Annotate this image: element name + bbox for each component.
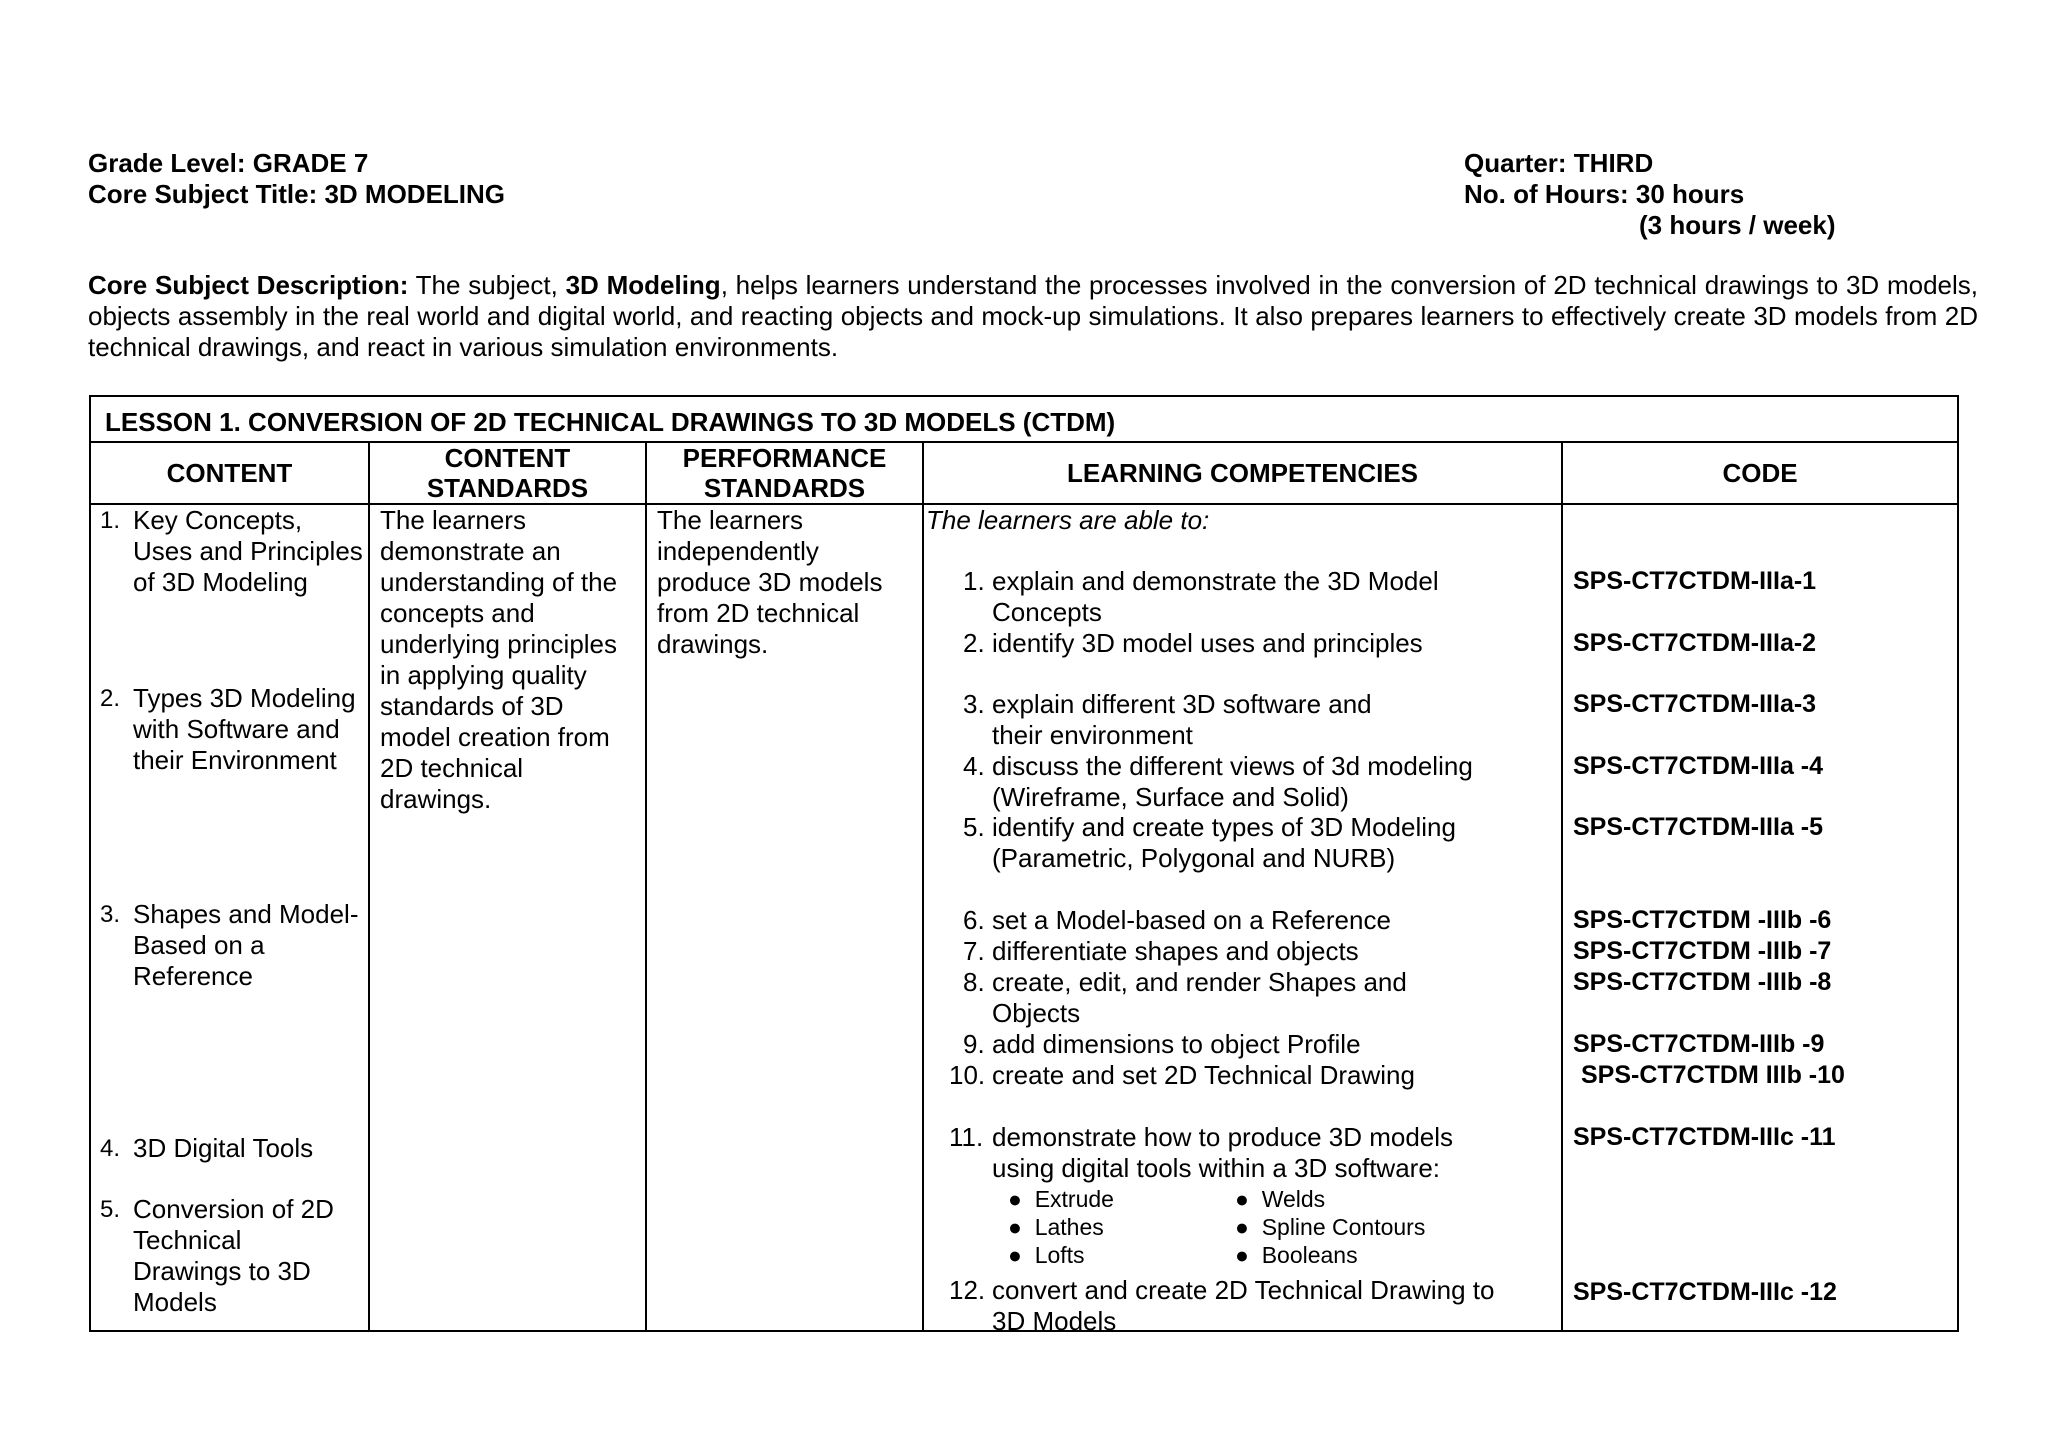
bullet-label: Spline Contours	[1261, 1214, 1426, 1240]
description-bold: 3D Modeling	[565, 270, 721, 300]
competency-text: explain different 3D software and	[992, 689, 1372, 719]
content-num-3: 3.	[100, 901, 121, 928]
competency-text: explain and demonstrate the 3D Model	[992, 566, 1439, 596]
bullet-dot-icon: ●	[1235, 1242, 1249, 1268]
competency-code: SPS-CT7CTDM-IIIa-2	[1573, 629, 1817, 657]
bullet-welds	[1235, 1185, 1325, 1213]
header-content-standards: CONTENT STANDARDS	[426, 443, 589, 503]
header-content: CONTENT	[166, 458, 293, 488]
header-code: CODE	[1722, 458, 1798, 488]
description-part2: , helps learners understand the processes involved in the conversion of 2D technical drawings to 3D models, objects assembly in the real world and digital world, and reacting objects and mock-up simulations. It also prepares learners to effectively create 3D models from 2D technical drawings, and react in various simulation environments.	[88, 270, 1978, 362]
competency-code: SPS-CT7CTDM -IIIb -8	[1573, 968, 1832, 996]
content-item-2: Types 3D Modeling with Software and their Environment	[133, 683, 356, 775]
bullet-label: Lofts	[1034, 1242, 1085, 1268]
bullet-label: Lathes	[1034, 1214, 1104, 1240]
bullet-label: Booleans	[1261, 1242, 1358, 1268]
hours: No. of Hours: 30 hours	[1464, 179, 1745, 209]
competency-text: convert and create 2D Technical Drawing to	[992, 1275, 1495, 1305]
competency-text-continued: Objects	[992, 998, 1081, 1028]
competency-code: SPS-CT7CTDM-IIIc -12	[1573, 1278, 1837, 1306]
content-num-4: 4.	[100, 1135, 121, 1162]
lesson-table	[89, 395, 1959, 1336]
bullet-dot-icon: ●	[1008, 1186, 1022, 1212]
bullet-extrude	[1008, 1185, 1114, 1213]
content-item-5: Conversion of 2D Technical Drawings to 3D Models	[133, 1194, 334, 1317]
competency-text: discuss the different views of 3d modeling	[992, 751, 1473, 781]
competency-text: create, edit, and render Shapes and	[992, 967, 1407, 997]
content-num-5: 5.	[100, 1196, 121, 1223]
competency-text: demonstrate how to produce 3D models	[992, 1122, 1454, 1152]
competency-text-continued: (Parametric, Polygonal and NURB)	[992, 843, 1396, 873]
col-divider-3	[922, 441, 924, 1330]
competency-code: SPS-CT7CTDM-IIIb -9	[1573, 1030, 1825, 1058]
competency-num: 8.	[963, 967, 985, 997]
lesson-title: LESSON 1. CONVERSION OF 2D TECHNICAL DRAWINGS TO 3D MODELS (CTDM)	[105, 407, 1116, 437]
competency-num: 12.	[949, 1275, 986, 1305]
grade-level: Grade Level: GRADE 7	[88, 148, 369, 178]
competency-text: create and set 2D Technical Drawing	[992, 1060, 1415, 1090]
competency-num: 10.	[949, 1060, 986, 1090]
competency-text-continued: Concepts	[992, 597, 1102, 627]
quarter	[1464, 148, 1653, 179]
competency-code: SPS-CT7CTDM-IIIc -11	[1573, 1123, 1836, 1151]
competency-text-continued: using digital tools within a 3D software:	[992, 1153, 1441, 1183]
col-divider-1	[368, 441, 370, 1330]
competency-num: 2.	[963, 628, 985, 658]
competency-text: add dimensions to object Profile	[992, 1029, 1361, 1059]
quarter-value: : THIRD	[1557, 148, 1654, 178]
competency-text-continued: their environment	[992, 720, 1193, 750]
competency-num: 3.	[963, 689, 985, 719]
competency-code: SPS-CT7CTDM-IIIa-3	[1573, 690, 1817, 718]
competency-text-continued: 3D Models	[992, 1306, 1117, 1336]
competency-code: SPS-CT7CTDM-IIIa -4	[1573, 752, 1824, 780]
col-divider-2	[645, 441, 647, 1330]
performance-standard-text: The learners independently produce 3D models from 2D technical drawings.	[657, 505, 883, 659]
bullet-booleans	[1235, 1241, 1358, 1269]
competency-num: 11.	[949, 1122, 984, 1152]
description-label: Core Subject Description:	[88, 270, 409, 300]
competency-code: SPS-CT7CTDM-IIIa-1	[1573, 567, 1817, 595]
content-standard-text: The learners demonstrate an understanding of the concepts and underlying principles in applying quality standards of 3D model creation from 2D technical drawings.	[380, 505, 618, 814]
competency-num: 7.	[963, 936, 985, 966]
competency-text-continued: (Wireframe, Surface and Solid)	[992, 782, 1349, 812]
competencies-intro: The learners are able to:	[926, 505, 1210, 535]
content-num-2: 2.	[100, 685, 121, 712]
bullet-spline-contours	[1235, 1213, 1425, 1241]
content-num-1: 1.	[100, 507, 121, 534]
competency-num: 1.	[963, 566, 985, 596]
competency-text: set a Model-based on a Reference	[992, 905, 1391, 935]
bullet-dot-icon: ●	[1235, 1186, 1249, 1212]
header-learning-competencies: LEARNING COMPETENCIES	[1066, 458, 1419, 488]
competency-text: identify and create types of 3D Modeling	[992, 812, 1456, 842]
bullet-lathes	[1008, 1213, 1104, 1241]
competency-code: SPS-CT7CTDM -IIIb -7	[1573, 937, 1832, 965]
quarter-label: Quarter	[1464, 148, 1558, 178]
competency-text: identify 3D model uses and principles	[992, 628, 1423, 658]
header-performance-standards: PERFORMANCE STANDARDS	[682, 443, 887, 503]
bullet-label: Extrude	[1034, 1186, 1114, 1212]
bullet-lofts	[1008, 1241, 1085, 1269]
competency-text: differentiate shapes and objects	[992, 936, 1359, 966]
competency-num: 5.	[963, 812, 985, 842]
col-divider-4	[1561, 441, 1563, 1330]
bullet-label: Welds	[1261, 1186, 1326, 1212]
bullet-dot-icon: ●	[1235, 1214, 1249, 1240]
competency-num: 4.	[963, 751, 985, 781]
hours-per-week: (3 hours / week)	[1639, 210, 1836, 240]
subject-title: Core Subject Title: 3D MODELING	[88, 179, 506, 209]
competency-num: 6.	[963, 905, 985, 935]
subject-description	[88, 270, 1978, 363]
competency-num: 9.	[963, 1029, 985, 1059]
competency-code: SPS-CT7CTDM -IIIb -6	[1573, 906, 1832, 934]
bullet-dot-icon: ●	[1008, 1214, 1022, 1240]
content-item-3: Shapes and Model- Based on a Reference	[133, 899, 359, 991]
content-item-4: 3D Digital Tools	[133, 1133, 314, 1163]
competency-code: SPS-CT7CTDM-IIIa -5	[1573, 813, 1824, 841]
content-item-1: Key Concepts, Uses and Principles of 3D Modeling	[133, 505, 363, 597]
competency-code: SPS-CT7CTDM IIIb -10	[1581, 1061, 1845, 1089]
bullet-dot-icon: ●	[1008, 1242, 1022, 1268]
description-part1: The subject,	[408, 270, 566, 300]
